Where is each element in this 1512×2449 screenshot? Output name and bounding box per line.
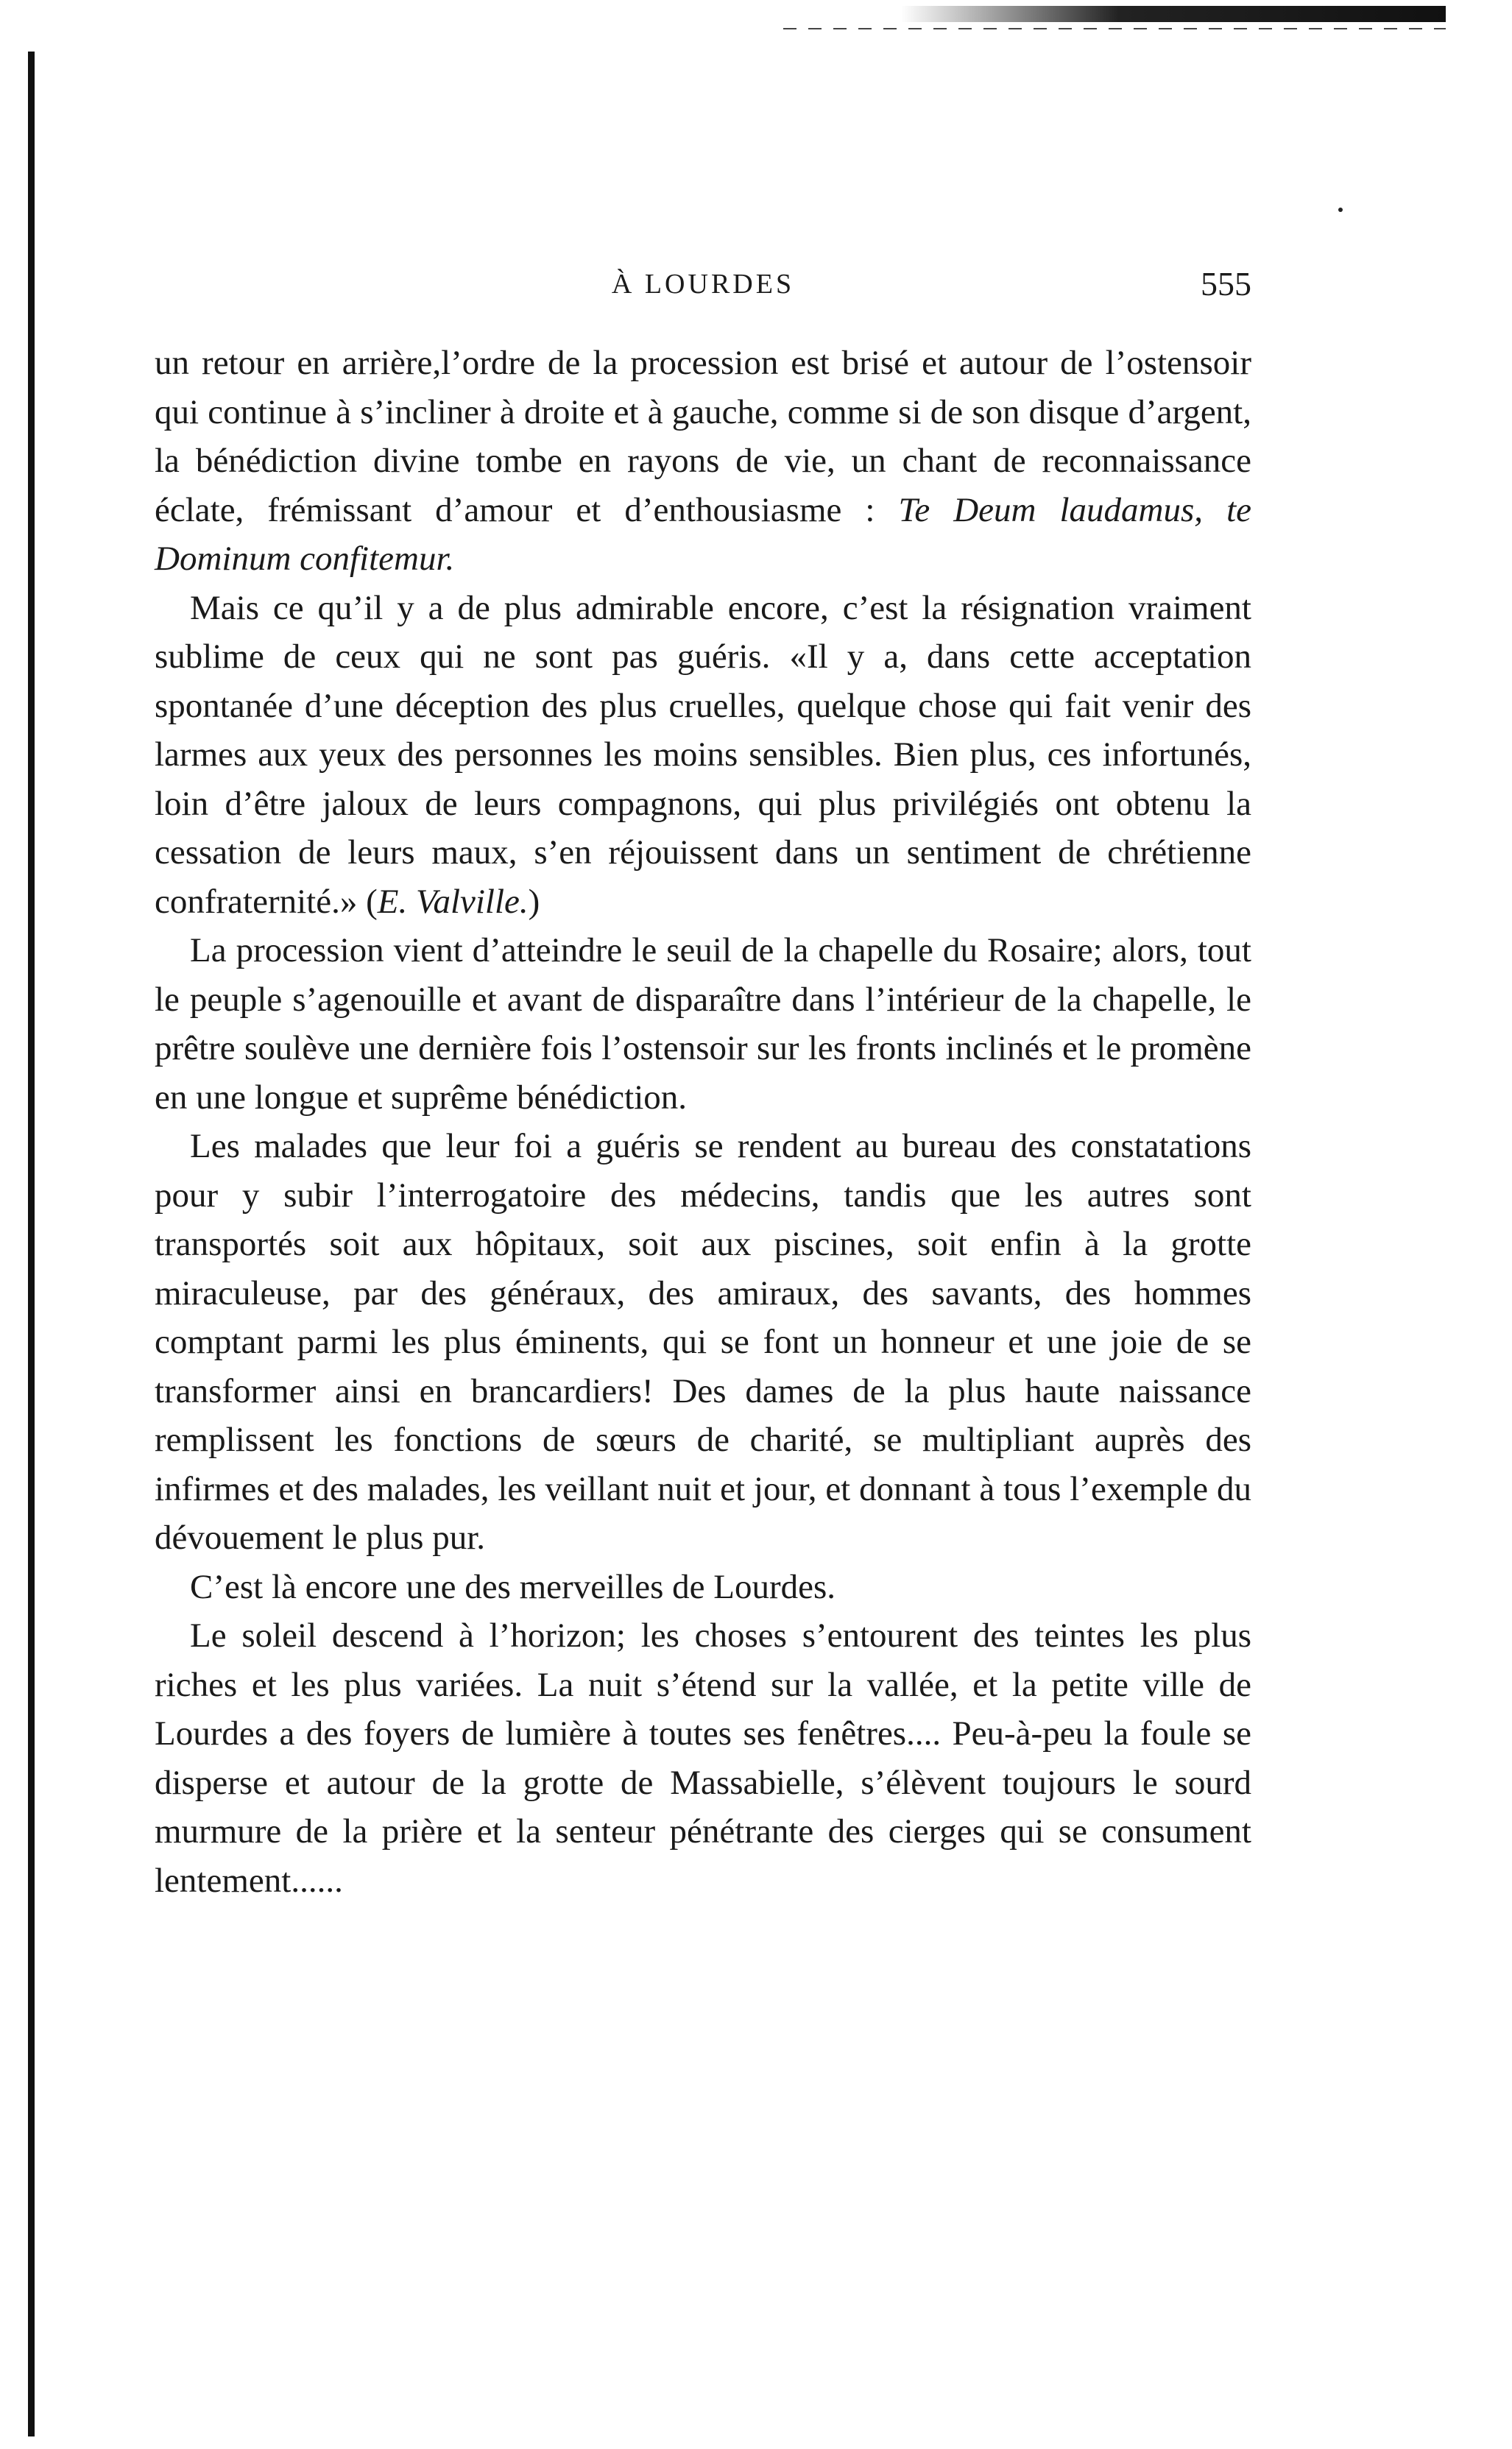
text-run: C’est là encore une des merveilles de Lourdes. [190,1567,836,1606]
running-head [155,262,1251,306]
paragraph [155,1122,1251,1563]
text-run: ) [528,882,540,921]
scan-top-edge [901,6,1446,22]
text-run: un retour en arrière,l’ordre de la procession est brisé et autour de l’ostensoir qui continue à s’incliner à droite et à gauche, comme si de son disque d’argent, la bénédiction divine tombe en rayons de vie, un chant de reconnaissance éclate, frémissant d’amour et d’enthousiasme : [155,344,1251,529]
text-run: Les malades que leur foi a guéris se rendent au bureau des constatations pour y subir l’interrogatoire des médecins, tandis que les autres sont transportés soit aux hôpitaux, soit aux piscines, soit enfin à la grotte miraculeuse, par des généraux, des amiraux, des savants, des hommes comptant parmi les plus éminents, qui se font un honneur et une joie de se transformer ainsi en brancardiers! Des dames de la plus haute naissance remplissent les fonctions de sœurs de charité, se multipliant auprès des infirmes et des malades, les veillant nuit et jour, et donnant à tous l’exemple du dévouement le plus pur. [155,1127,1251,1557]
italic-text: E. Valville. [377,882,529,921]
page-number: 555 [1201,265,1251,303]
scan-speck [1338,208,1343,212]
text-run: Mais ce qu’il y a de plus admirable encore, c’est la résignation vraiment sublime de ceux qui ne sont pas guéris. «Il y a, dans cette acceptation spontanée d’une déception des plus cruelles, quelque chose qui fait venir des larmes aux yeux des personnes les moins sensibles. Bien plus, ces infortunés, loin d’être jaloux de leurs compagnons, qui plus privilégiés ont obtenu la cessation de leurs maux, s’en réjouissent dans un sentiment de chrétienne confraternité.» ( [155,588,1251,921]
text-run: Le soleil descend à l’horizon; les choses s’entourent des teintes les plus riches et les plus variées. La nuit s’étend sur la vallée, et la petite ville de Lourdes a des foyers de lumière à toutes ses fenêtres.... Peu-à-peu la foule se disperse et autour de la grotte de Massabielle, s’élèvent toujours le sourd murmure de la prière et la senteur pénétrante des cierges qui se consument lentement...... [155,1616,1251,1900]
body-text [155,339,1251,1905]
running-title: À LOURDES [611,269,795,300]
paragraph [155,926,1251,1122]
text-run: La procession vient d’atteindre le seuil de la chapelle du Rosaire; alors, tout le peuple s’agenouille et avant de disparaître dans l’intérieur de la chapelle, le prêtre soulève une dernière fois l’ostensoir sur les fronts inclinés et le promène en une longue et suprême bénédiction. [155,931,1251,1117]
paragraph [155,584,1251,927]
paragraph [155,1563,1251,1612]
paragraph [155,1611,1251,1905]
italic-text: Te Deum laudamus, te Dominum confitemur. [155,490,1251,578]
scan-top-edge-dashes [783,28,1446,29]
paragraph [155,339,1251,584]
scan-left-edge [28,52,35,2436]
